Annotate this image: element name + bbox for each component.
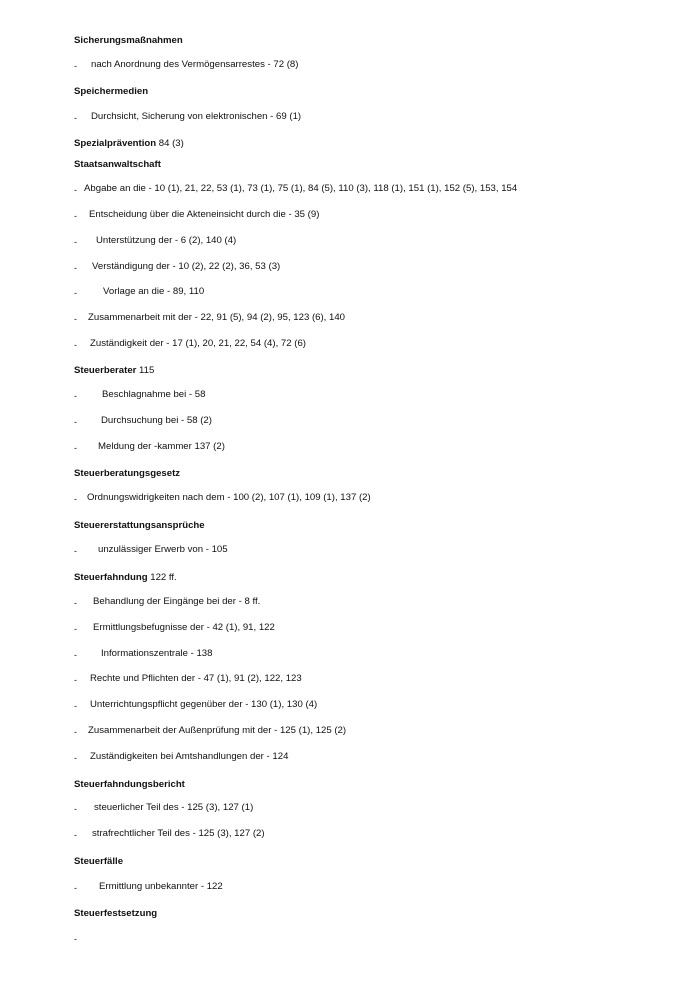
dash-marker: - xyxy=(74,263,77,273)
subentry-text: Ordnungswidrigkeiten nach dem - 100 (2), 107 (1), 109 (1), 137 (2) xyxy=(87,492,371,503)
subentry-text: Unterstützung der - 6 (2), 140 (4) xyxy=(96,235,237,246)
dash-marker: - xyxy=(74,417,77,427)
subentry-text: Meldung der -kammer 137 (2) xyxy=(98,441,225,452)
subentry-text: Behandlung der Eingänge bei der - 8 ff. xyxy=(93,596,261,607)
index-heading xyxy=(74,908,157,919)
dash-marker: - xyxy=(74,391,77,401)
dash-marker: - xyxy=(74,546,77,556)
subentry-text: Ermittlung unbekannter - 122 xyxy=(99,881,223,892)
index-refs: 84 (3) xyxy=(156,138,184,149)
subentry-text: Durchsicht, Sicherung von elektronischen - 69 (1) xyxy=(91,111,302,122)
index-refs: 115 xyxy=(136,365,155,376)
index-heading xyxy=(74,856,123,867)
dash-marker: - xyxy=(74,675,77,685)
subentry-text: Zusammenarbeit der Außenprüfung mit der - 125 (1), 125 (2) xyxy=(88,725,347,736)
index-term: Staatsanwaltschaft xyxy=(74,159,161,170)
subentry-text: Verständigung der - 10 (2), 22 (2), 36, 53 (3) xyxy=(92,261,281,272)
dash-marker: - xyxy=(74,934,77,944)
dash-marker: - xyxy=(74,314,77,324)
dash-marker: - xyxy=(74,494,77,504)
index-refs: 122 ff. xyxy=(147,572,177,583)
subentry-text: Abgabe an die - 10 (1), 21, 22, 53 (1), 73 (1), 75 (1), 84 (5), 110 (3), 118 (1), 151 (1), 152 (5), 153, 154 xyxy=(84,183,518,194)
index-heading xyxy=(74,138,184,149)
index-heading xyxy=(74,468,180,479)
subentry-text: Unterrichtungspflicht gegenüber der - 130 (1), 130 (4) xyxy=(90,699,318,710)
dash-marker: - xyxy=(74,598,77,608)
subentry-text: Ermittlungsbefugnisse der - 42 (1), 91, 122 xyxy=(93,622,275,633)
index-heading xyxy=(74,86,148,97)
subentry-text: Zusammenarbeit mit der - 22, 91 (5), 94 (2), 95, 123 (6), 140 xyxy=(88,312,346,323)
dash-marker: - xyxy=(74,61,77,71)
subentry-text: Vorlage an die - 89, 110 xyxy=(103,286,205,297)
index-heading xyxy=(74,520,205,531)
dash-marker: - xyxy=(74,701,77,711)
index-term: Steuerberater xyxy=(74,365,137,376)
dash-marker: - xyxy=(74,624,77,634)
index-term: Steuerfälle xyxy=(74,856,124,867)
subentry-text: Informationszentrale - 138 xyxy=(101,648,213,659)
subentry-text: Zuständigkeiten bei Amtshandlungen der - 124 xyxy=(90,751,289,762)
index-heading xyxy=(74,365,154,376)
dash-marker: - xyxy=(74,727,77,737)
dash-marker: - xyxy=(74,211,77,221)
subentry-text: Rechte und Pflichten der - 47 (1), 91 (2), 122, 123 xyxy=(90,673,302,684)
subentry-text: Entscheidung über die Akteneinsicht durch die - 35 (9) xyxy=(89,209,320,220)
dash-marker: - xyxy=(74,237,77,247)
dash-marker: - xyxy=(74,883,77,893)
subentry-text: unzulässiger Erwerb von - 105 xyxy=(98,544,228,555)
index-heading xyxy=(74,779,185,790)
index-heading xyxy=(74,572,177,583)
subentry-text: Zuständigkeit der - 17 (1), 20, 21, 22, 54 (4), 72 (6) xyxy=(90,338,306,349)
index-term: Spezialprävention xyxy=(74,138,157,149)
dash-marker: - xyxy=(74,113,77,123)
subentry-text: steuerlicher Teil des - 125 (3), 127 (1) xyxy=(94,802,254,813)
dash-marker: - xyxy=(74,804,77,814)
subentry-text: strafrechtlicher Teil des - 125 (3), 127 (2) xyxy=(92,828,265,839)
dash-marker: - xyxy=(74,830,77,840)
index-term: Steuerfahndungsbericht xyxy=(74,779,185,790)
index-term: Steuererstattungsansprüche xyxy=(74,520,205,531)
dash-marker: - xyxy=(74,185,77,195)
dash-marker: - xyxy=(74,288,77,298)
dash-marker: - xyxy=(74,443,77,453)
subentry-text: nach Anordnung des Vermögensarrestes - 72 (8) xyxy=(91,59,299,70)
index-heading xyxy=(74,159,161,170)
index-heading xyxy=(74,35,183,46)
dash-marker: - xyxy=(74,340,77,350)
index-term: Steuerberatungsgesetz xyxy=(74,468,181,479)
index-term: Steuerfahndung xyxy=(74,572,148,583)
index-term: Steuerfestsetzung xyxy=(74,908,158,919)
dash-marker: - xyxy=(74,650,77,660)
subentry-text: Beschlagnahme bei - 58 xyxy=(102,389,206,400)
index-term: Speichermedien xyxy=(74,86,149,97)
index-term: Sicherungsmaßnahmen xyxy=(74,35,183,46)
subentry-text: Durchsuchung bei - 58 (2) xyxy=(101,415,212,426)
dash-marker: - xyxy=(74,753,77,763)
